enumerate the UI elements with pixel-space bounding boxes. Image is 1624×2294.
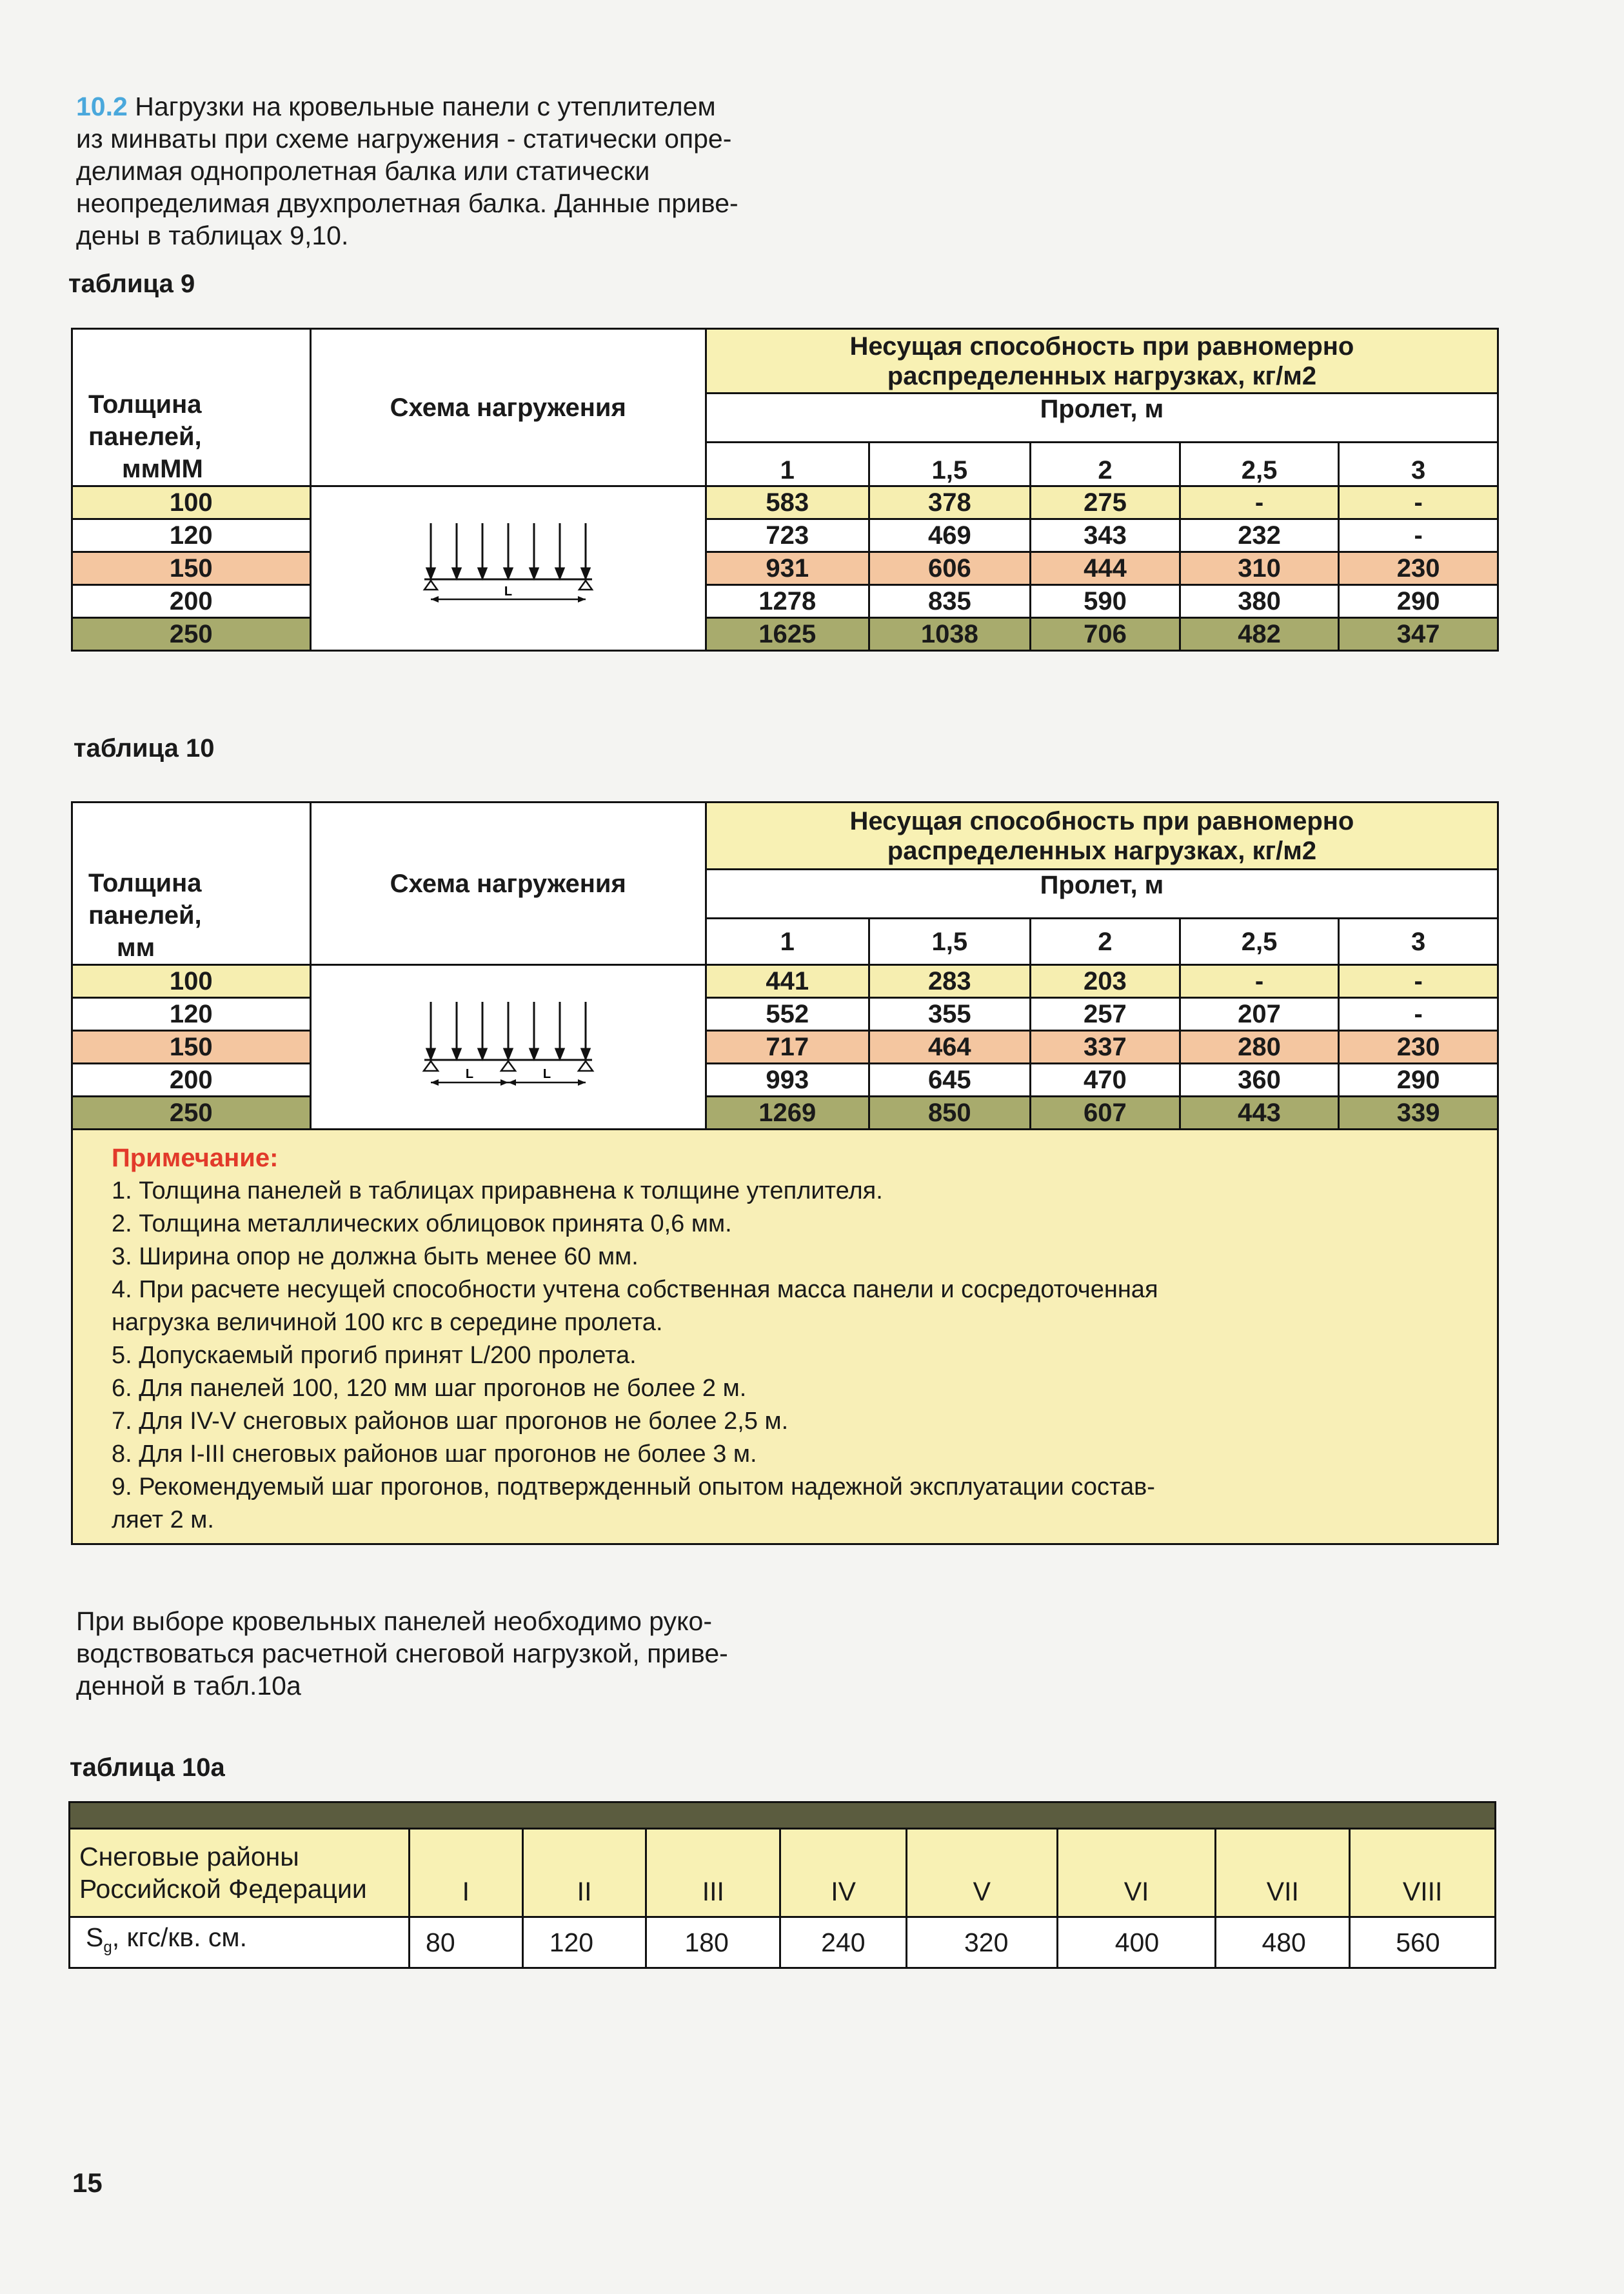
region-cell: III	[646, 1829, 780, 1917]
note-line: 5. Допускаемый прогиб принят L/200 пролета.	[112, 1342, 637, 1369]
intro-line: неопределимая двухпролетная балка. Данные приве-	[76, 188, 738, 218]
section-number: 10.2	[76, 92, 128, 121]
span-col: 3	[1339, 443, 1498, 486]
region-cell: VI	[1057, 1829, 1216, 1917]
note-line: 8. Для I-III снеговых районов шаг прогонов не более 3 м.	[112, 1441, 757, 1468]
value-cell: 552	[706, 998, 869, 1031]
note-line: ляет 2 м.	[112, 1506, 214, 1533]
value-cell: 207	[1180, 998, 1339, 1031]
value-cell: 444	[1031, 552, 1180, 585]
value-cell: 723	[706, 519, 869, 552]
region-cell: I	[410, 1829, 523, 1917]
paragraph-line: При выборе кровельных панелей необходимо руко-	[76, 1606, 713, 1636]
table-row	[72, 998, 1498, 1031]
two-span-diagram	[310, 965, 706, 1130]
snow-load-cell: 80	[410, 1917, 523, 1968]
value-cell: 360	[1180, 1064, 1339, 1097]
value-cell: 606	[869, 552, 1031, 585]
span-col: 2,5	[1180, 443, 1339, 486]
value-cell: 230	[1339, 1031, 1498, 1064]
snow-load-cell: 240	[780, 1917, 907, 1968]
value-cell: 583	[706, 486, 869, 519]
value-cell: 931	[706, 552, 869, 585]
value-cell: 441	[706, 965, 869, 998]
snow-load-label: $S_g$, кгс/кв. см.	[70, 1917, 410, 1968]
value-cell: 347	[1339, 618, 1498, 651]
note-line: 3. Ширина опор не должна быть менее 60 мм.	[112, 1243, 639, 1270]
intro-line: Нагрузки на кровельные панели с утеплителем	[135, 92, 716, 121]
thickness-cell: 200	[72, 1064, 311, 1097]
region-cell: IV	[780, 1829, 907, 1917]
intro-line: дены в таблицах 9,10.	[76, 221, 349, 250]
page-number: 15	[72, 2168, 103, 2198]
thickness-cell: 120	[72, 519, 311, 552]
snow-load-cell: 320	[906, 1917, 1057, 1968]
svg-text:L: L	[542, 1067, 551, 1081]
thickness-cell: 250	[72, 1097, 311, 1130]
table-9	[71, 328, 1499, 652]
thickness-cell: 250	[72, 618, 311, 651]
thickness-cell: 200	[72, 585, 311, 618]
value-cell: -	[1339, 965, 1498, 998]
value-cell: 470	[1031, 1064, 1180, 1097]
snow-load-cell: 180	[646, 1917, 780, 1968]
thickness-header: Толщина панелей, ммММ	[72, 329, 311, 486]
table-row	[72, 1064, 1498, 1097]
thickness-header: Толщина панелей, мм	[72, 803, 311, 965]
table-10-caption: таблица 10	[74, 734, 215, 763]
snow-load-paragraph	[76, 1605, 779, 1702]
load-diagram-icon	[411, 992, 605, 1102]
svg-text:L: L	[504, 584, 512, 599]
note-line: 1. Толщина панелей в таблицах приравнена к толщине утеплителя.	[112, 1177, 883, 1204]
capacity-header: Несущая способность при равномерно распределенных нагрузках, кг/м2	[706, 803, 1498, 870]
value-cell: 469	[869, 519, 1031, 552]
value-cell: 203	[1031, 965, 1180, 998]
value-cell: 339	[1339, 1097, 1498, 1130]
span-col: 2	[1031, 443, 1180, 486]
note-line: 6. Для панелей 100, 120 мм шаг прогонов не более 2 м.	[112, 1375, 747, 1402]
value-cell: 607	[1031, 1097, 1180, 1130]
value-cell: 257	[1031, 998, 1180, 1031]
value-cell: 482	[1180, 618, 1339, 651]
value-cell: 1278	[706, 585, 869, 618]
table-header-bar	[70, 1802, 1496, 1829]
value-cell: 283	[869, 965, 1031, 998]
value-cell: -	[1180, 486, 1339, 519]
value-cell: 590	[1031, 585, 1180, 618]
scheme-header: Схема нагружения	[310, 803, 706, 965]
note-line: 7. Для IV-V снеговых районов шаг прогонов не более 2,5 м.	[112, 1408, 789, 1435]
table-row	[72, 1097, 1498, 1130]
note-line: 2. Толщина металлических облицовок принята 0,6 мм.	[112, 1210, 732, 1237]
note-line: 9. Рекомендуемый шаг прогонов, подтвержденный опытом надежной эксплуатации состав-	[112, 1473, 1155, 1501]
value-cell: 310	[1180, 552, 1339, 585]
thickness-cell: 100	[72, 965, 311, 998]
table-10a	[68, 1801, 1496, 1969]
svg-text:L: L	[465, 1067, 473, 1081]
table-row	[72, 618, 1498, 651]
value-cell: 706	[1031, 618, 1180, 651]
value-cell: 645	[869, 1064, 1031, 1097]
span-col: 2	[1031, 919, 1180, 965]
snow-load-cell: 560	[1350, 1917, 1496, 1968]
table-row	[72, 585, 1498, 618]
value-cell: 280	[1180, 1031, 1339, 1064]
region-cell: V	[906, 1829, 1057, 1917]
table-notes	[72, 1130, 1498, 1544]
regions-header: Снеговые районы Российской Федерации	[70, 1829, 410, 1917]
value-cell: 380	[1180, 585, 1339, 618]
snow-load-cell: 480	[1216, 1917, 1350, 1968]
value-cell: 378	[869, 486, 1031, 519]
value-cell: 850	[869, 1097, 1031, 1130]
span-col: 1	[706, 443, 869, 486]
table-row	[72, 965, 1498, 998]
span-col: 1,5	[869, 443, 1031, 486]
span-header: Пролет, м	[706, 870, 1498, 919]
span-col: 3	[1339, 919, 1498, 965]
table-9-caption: таблица 9	[68, 270, 195, 298]
table-row	[72, 519, 1498, 552]
value-cell: 464	[869, 1031, 1031, 1064]
value-cell: 993	[706, 1064, 869, 1097]
table-row	[72, 486, 1498, 519]
value-cell: 443	[1180, 1097, 1339, 1130]
value-cell: 230	[1339, 552, 1498, 585]
value-cell: 717	[706, 1031, 869, 1064]
span-col: 1	[706, 919, 869, 965]
value-cell: 337	[1031, 1031, 1180, 1064]
value-cell: 275	[1031, 486, 1180, 519]
thickness-cell: 150	[72, 552, 311, 585]
value-cell: 290	[1339, 585, 1498, 618]
load-diagram-icon	[411, 517, 605, 620]
region-cell: VIII	[1350, 1829, 1496, 1917]
thickness-cell: 120	[72, 998, 311, 1031]
value-cell: 1038	[869, 618, 1031, 651]
table-10a-caption: таблица 10а	[70, 1753, 225, 1782]
capacity-header: Несущая способность при равномерно распределенных нагрузках, кг/м2	[706, 329, 1498, 394]
value-cell: 355	[869, 998, 1031, 1031]
value-cell: 290	[1339, 1064, 1498, 1097]
region-cell: VII	[1216, 1829, 1350, 1917]
paragraph-line: денной в табл.10а	[76, 1671, 301, 1701]
paragraph-line: водствоваться расчетной снеговой нагрузкой, приве-	[76, 1639, 728, 1668]
span-col: 2,5	[1180, 919, 1339, 965]
intro-line: делимая однопролетная балка или статически	[76, 156, 650, 186]
value-cell: 1269	[706, 1097, 869, 1130]
scheme-header: Схема нагружения	[310, 329, 706, 486]
value-cell: 343	[1031, 519, 1180, 552]
snow-load-cell: 400	[1057, 1917, 1216, 1968]
thickness-cell: 150	[72, 1031, 311, 1064]
table-row	[72, 552, 1498, 585]
table-10	[71, 801, 1499, 1545]
note-line: 4. При расчете несущей способности учтена собственная масса панели и сосредоточенная	[112, 1276, 1158, 1303]
value-cell: 232	[1180, 519, 1339, 552]
table-row	[72, 1031, 1498, 1064]
span-col: 1,5	[869, 919, 1031, 965]
span-header: Пролет, м	[706, 394, 1498, 443]
intro-line: из минваты при схеме нагружения - статически опре-	[76, 124, 732, 154]
thickness-cell: 100	[72, 486, 311, 519]
value-cell: -	[1339, 486, 1498, 519]
value-cell: -	[1339, 998, 1498, 1031]
value-cell: -	[1180, 965, 1339, 998]
single-span-diagram	[310, 486, 706, 651]
value-cell: 1625	[706, 618, 869, 651]
note-title: Примечание:	[112, 1144, 279, 1172]
region-cell: II	[522, 1829, 646, 1917]
value-cell: -	[1339, 519, 1498, 552]
snow-load-cell: 120	[522, 1917, 646, 1968]
intro-paragraph	[76, 90, 760, 252]
note-line: нагрузка величиной 100 кгс в середине пролета.	[112, 1309, 663, 1336]
value-cell: 835	[869, 585, 1031, 618]
